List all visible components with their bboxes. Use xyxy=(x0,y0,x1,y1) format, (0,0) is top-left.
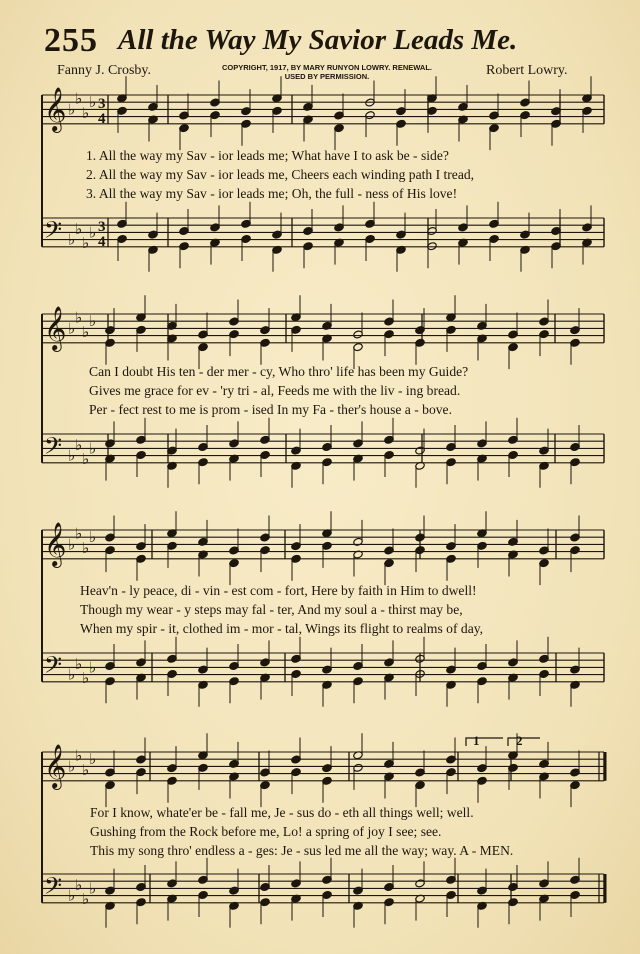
flat-sign-icon: ♭ xyxy=(75,89,83,108)
flat-sign-icon: ♭ xyxy=(82,323,90,341)
bass-clef-icon: 𝄢 xyxy=(44,432,63,465)
volta-1-label: 1 xyxy=(473,733,480,748)
volta-bracket-2 xyxy=(508,738,540,746)
hymn-number: 255 xyxy=(44,22,98,59)
flat-sign-icon: ♭ xyxy=(75,746,83,765)
flat-sign-icon: ♭ xyxy=(68,757,76,776)
volta-bracket-1 xyxy=(466,738,503,746)
copyright-line-2: USED BY PERMISSION. xyxy=(284,72,370,81)
flat-sign-icon: ♭ xyxy=(68,319,76,338)
lyric-line: 3. All the way my Sav - ior leads me; Oh, the full - ness of His love! xyxy=(86,186,458,201)
flat-sign-icon: ♭ xyxy=(82,104,90,122)
time-signature-top: 3 xyxy=(98,96,106,112)
lyric-line: 2. All the way my Sav - ior leads me, Cheers each winding path I tread, xyxy=(86,167,475,182)
flat-sign-icon: ♭ xyxy=(82,761,90,779)
flat-sign-icon: ♭ xyxy=(89,439,97,458)
flat-sign-icon: ♭ xyxy=(68,446,76,465)
flat-sign-icon: ♭ xyxy=(82,539,90,557)
lyric-line: 1. All the way my Sav - ior leads me; What have I to ask be - side? xyxy=(86,148,449,163)
treble-clef-icon: 𝄞 xyxy=(44,744,67,788)
bass-clef-icon: 𝄢 xyxy=(44,651,63,684)
copyright-line-1: COPYRIGHT, 1917, BY MARY RUNYON LOWRY. RENEWAL. xyxy=(221,63,433,72)
flat-sign-icon: ♭ xyxy=(68,100,76,119)
volta-2-label: 2 xyxy=(516,733,523,748)
flat-sign-icon: ♭ xyxy=(68,886,76,905)
author-credit: Fanny J. Crosby. xyxy=(57,63,151,78)
flat-sign-icon: ♭ xyxy=(89,750,97,769)
flat-sign-icon: ♭ xyxy=(75,654,83,673)
flat-sign-icon: ♭ xyxy=(68,230,76,249)
flat-sign-icon: ♭ xyxy=(89,879,97,898)
time-signature-bottom: 4 xyxy=(98,111,106,127)
flat-sign-icon: ♭ xyxy=(75,875,83,894)
lyric-line: When my spir - it, clothed im - mor - tal, Wings its flight to realms of day, xyxy=(80,621,484,636)
flat-sign-icon: ♭ xyxy=(89,658,97,677)
flat-sign-icon: ♭ xyxy=(82,234,90,253)
flat-sign-icon: ♭ xyxy=(89,93,97,112)
flat-sign-icon: ♭ xyxy=(89,223,97,242)
treble-clef-icon: 𝄞 xyxy=(44,522,67,566)
flat-sign-icon: ♭ xyxy=(75,435,83,454)
time-signature-top: 3 xyxy=(98,219,106,235)
lyric-line: Though my wear - y steps may fal - ter, And my soul a - thirst may be, xyxy=(80,602,463,617)
flat-sign-icon: ♭ xyxy=(75,219,83,238)
hymn-title: All the Way My Savior Leads Me. xyxy=(118,24,518,56)
lyric-line: Can I doubt His ten - der mer - cy, Who thro' life has been my Guide? xyxy=(89,364,469,379)
composer-credit: Robert Lowry. xyxy=(486,63,568,78)
flat-sign-icon: ♭ xyxy=(82,890,90,909)
flat-sign-icon: ♭ xyxy=(89,528,97,547)
bass-clef-icon: 𝄢 xyxy=(44,872,63,905)
lyric-line: Per - fect rest to me is prom - ised In my Fa - ther's house a - bove. xyxy=(89,402,452,417)
lyric-line: This my song thro' endless a - ges: Je - sus led me all the way; way. A - MEN. xyxy=(90,843,514,858)
lyric-line: Heav'n - ly peace, di - vin - est com - fort, Here by faith in Him to dwell! xyxy=(80,583,477,598)
treble-clef-icon: 𝄞 xyxy=(44,306,67,350)
flat-sign-icon: ♭ xyxy=(82,669,90,688)
flat-sign-icon: ♭ xyxy=(82,450,90,469)
treble-clef-icon: 𝄞 xyxy=(44,87,67,131)
flat-sign-icon: ♭ xyxy=(68,665,76,684)
lyric-line: For I know, whate'er be - fall me, Je - sus do - eth all things well; well. xyxy=(90,805,474,820)
lyric-line: Gives me grace for ev - 'ry tri - al, Feeds me with the liv - ing bread. xyxy=(89,383,461,398)
bass-clef-icon: 𝄢 xyxy=(44,216,63,249)
flat-sign-icon: ♭ xyxy=(75,524,83,543)
flat-sign-icon: ♭ xyxy=(89,312,97,331)
flat-sign-icon: ♭ xyxy=(68,535,76,554)
flat-sign-icon: ♭ xyxy=(75,308,83,327)
lyric-line: Gushing from the Rock before me, Lo! a spring of joy I see; see. xyxy=(90,824,442,839)
time-signature-bottom: 4 xyxy=(98,234,106,250)
